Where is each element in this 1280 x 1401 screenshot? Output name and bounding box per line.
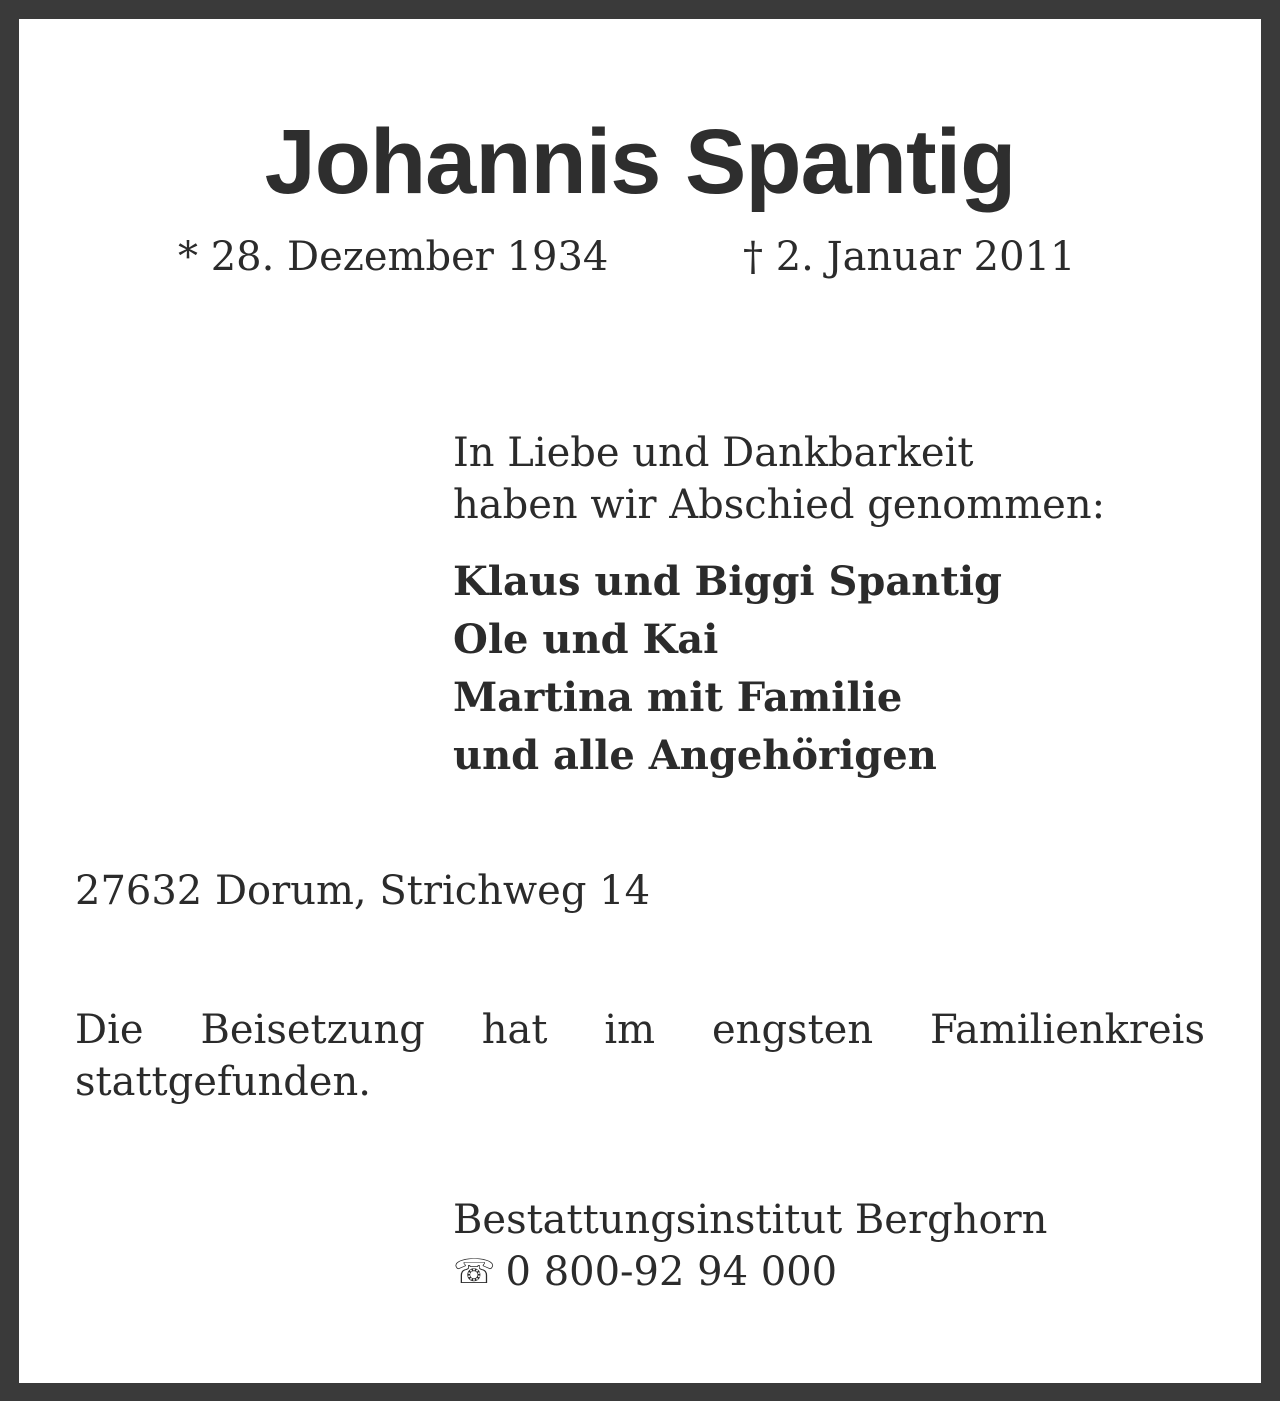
funeral-home-phone: 0 800-92 94 000 [505, 1249, 838, 1295]
farewell-text [453, 427, 1105, 531]
mourner-item: Klaus und Biggi Spantig [453, 558, 1003, 605]
family-address: 27632 Dorum, Strichweg 14 [75, 868, 651, 914]
birth-date: * 28. Dezember 1934 [178, 234, 609, 280]
mourners-list [453, 553, 1002, 785]
obituary-notice [19, 19, 1261, 1383]
funeral-home-phone-line [453, 1246, 1047, 1298]
farewell-line: In Liebe und Dankbarkeit [453, 430, 974, 476]
funeral-home-name: Bestattungsinstitut Berghorn [453, 1197, 1048, 1243]
mourner-item: und alle Angehörigen [453, 732, 937, 779]
telephone-icon: ☏ [453, 1252, 496, 1292]
mourner-item: Martina mit Familie [453, 674, 903, 721]
burial-note: Die Beisetzung hat im engsten Familienkreis stattgefunden. [75, 1007, 1205, 1105]
death-date: † 2. Januar 2011 [743, 234, 1076, 280]
deceased-name: Johannis Spantig [264, 111, 1016, 213]
mourner-item: Ole und Kai [453, 616, 719, 663]
farewell-line: haben wir Abschied genommen: [453, 482, 1106, 528]
funeral-home-block [453, 1194, 1047, 1298]
